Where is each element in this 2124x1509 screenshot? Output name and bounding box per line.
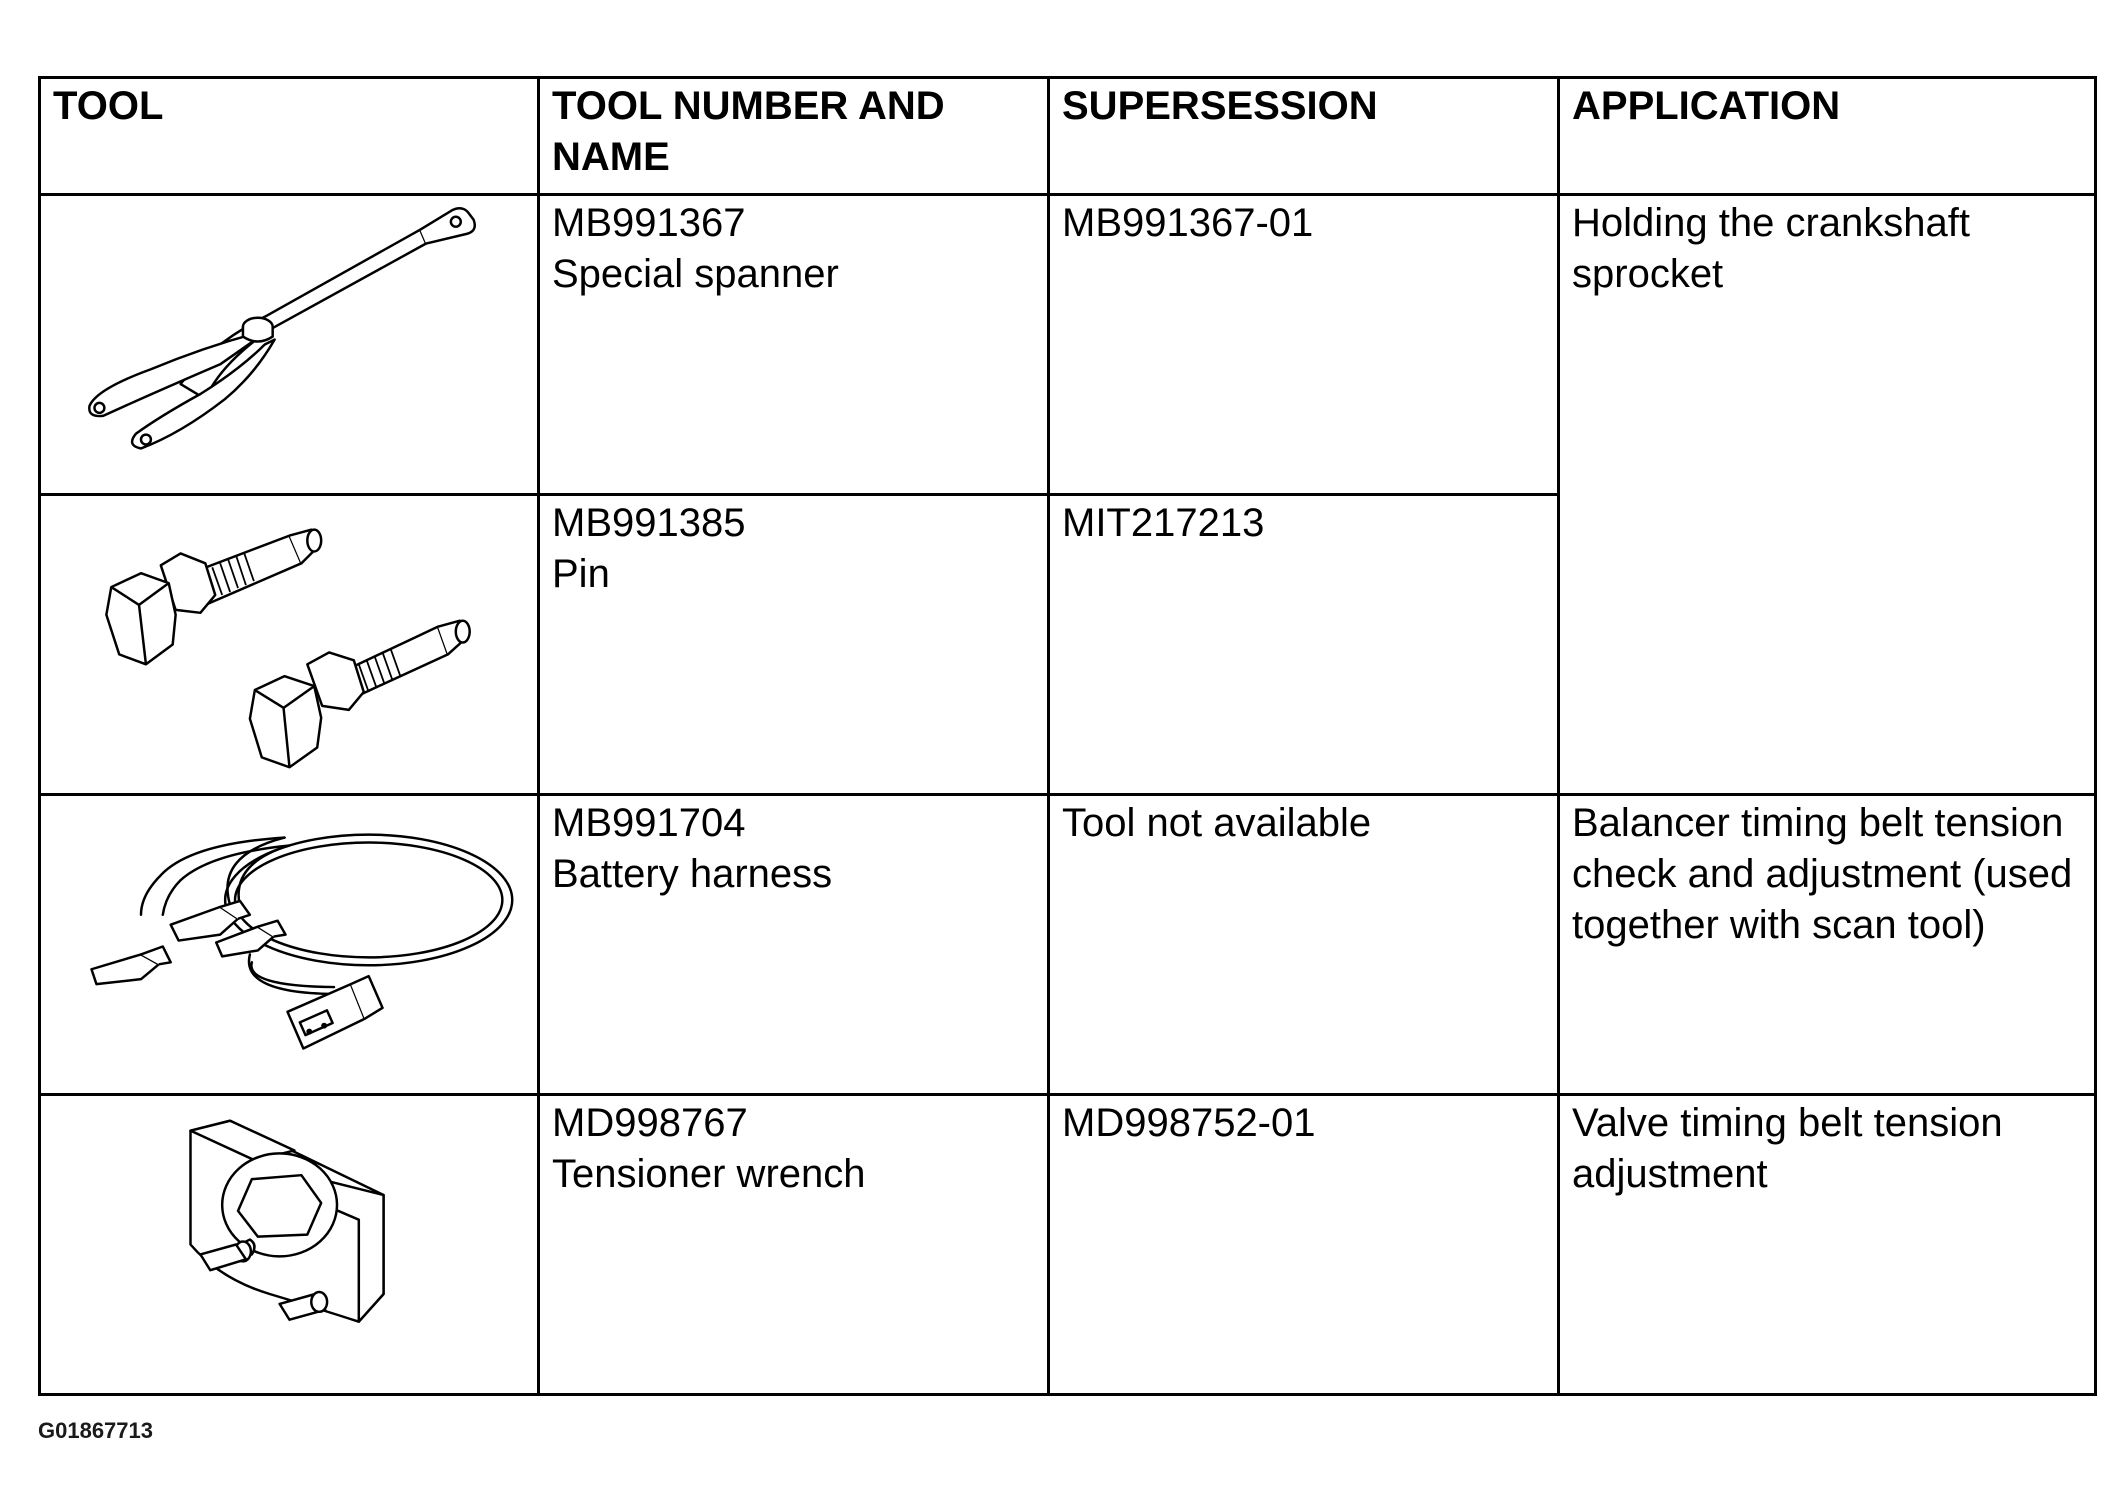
tool-name: Pin: [552, 552, 610, 596]
header-supersession: [1049, 78, 1559, 195]
battery-harness-icon: [41, 796, 537, 1093]
header-supersession-label: SUPERSESSION: [1062, 84, 1378, 128]
table-header-row: [40, 78, 2096, 195]
table-row: [40, 195, 2096, 495]
header-application-label: APPLICATION: [1572, 84, 1841, 128]
table-row: [40, 795, 2096, 1095]
special-tools-table: [38, 76, 2097, 1396]
application-cell: [1559, 795, 2096, 1095]
tool-number: MB991367: [552, 201, 746, 245]
header-application: [1559, 78, 2096, 195]
header-number-line1: TOOL NUMBER AND: [552, 84, 945, 128]
tool-number-name-cell: [539, 495, 1049, 795]
tool-number: MB991704: [552, 801, 746, 845]
special-spanner-icon: [41, 196, 537, 493]
tool-number: MD998767: [552, 1101, 748, 1145]
application-text: Holding the crankshaft sprocket: [1572, 201, 1971, 296]
tool-name: Battery harness: [552, 852, 833, 896]
tool-number: MB991385: [552, 501, 746, 545]
tool-image-cell: [40, 495, 539, 795]
application-text: Balancer timing belt tension check and adjustment (used together with scan tool): [1572, 801, 2073, 947]
supersession-cell: [1049, 495, 1559, 795]
supersession-cell: [1049, 1095, 1559, 1395]
figure-code: G01867713: [38, 1418, 153, 1443]
header-tool-label: TOOL: [53, 84, 164, 128]
tool-number-name-cell: [539, 795, 1049, 1095]
application-cell: [1559, 195, 2096, 795]
supersession-cell: [1049, 795, 1559, 1095]
tool-image-cell: [40, 795, 539, 1095]
pin-icon: [41, 496, 537, 793]
header-tool-number-name: [539, 78, 1049, 195]
application-cell: [1559, 1095, 2096, 1395]
tool-number-name-cell: [539, 1095, 1049, 1395]
supersession-value: Tool not available: [1062, 801, 1372, 845]
supersession-value: MD998752-01: [1062, 1101, 1316, 1145]
table-row: [40, 1095, 2096, 1395]
tool-name: Special spanner: [552, 252, 839, 296]
supersession-value: MIT217213: [1062, 501, 1265, 545]
header-tool: [40, 78, 539, 195]
supersession-cell: [1049, 195, 1559, 495]
tool-image-cell: [40, 195, 539, 495]
header-number-line2: NAME: [552, 135, 670, 179]
tool-number-name-cell: [539, 195, 1049, 495]
application-text: Valve timing belt tension adjustment: [1572, 1101, 2003, 1196]
tool-image-cell: [40, 1095, 539, 1395]
tool-name: Tensioner wrench: [552, 1152, 866, 1196]
supersession-value: MB991367-01: [1062, 201, 1314, 245]
tensioner-wrench-icon: [41, 1096, 537, 1393]
